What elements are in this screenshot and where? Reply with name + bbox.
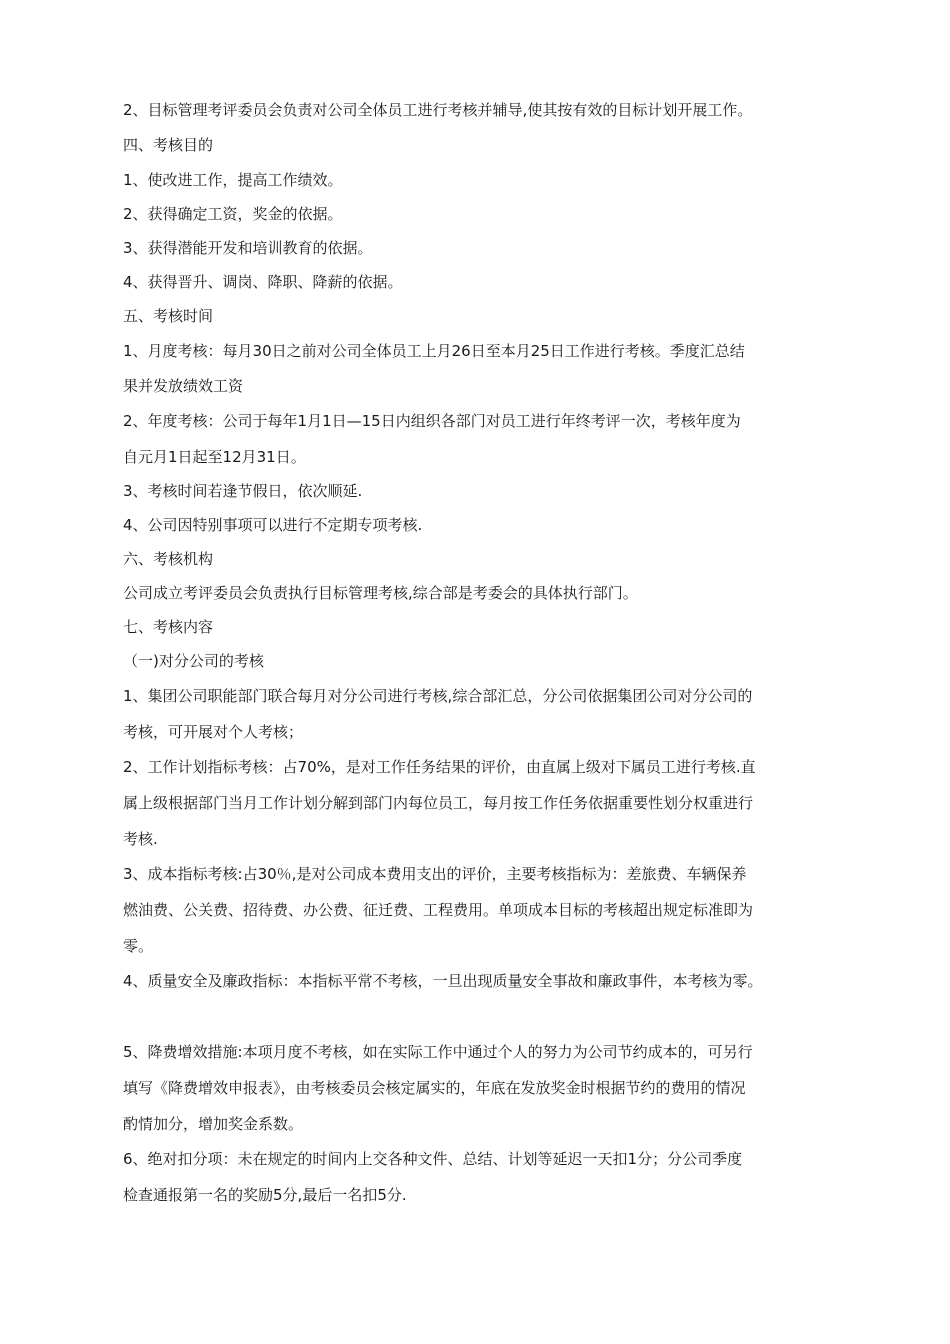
text-line: 1、使改进工作，提高工作绩效。	[123, 171, 343, 189]
text-line: 6、绝对扣分项：未在规定的时间内上交各种文件、总结、计划等延迟一天扣1分；分公司季度	[123, 1150, 743, 1168]
subsection-heading: （一)对分公司的考核	[123, 652, 264, 670]
text-line: 3、获得潜能开发和培训教育的依据。	[123, 239, 373, 257]
text-line: 果并发放绩效工资	[123, 377, 244, 395]
text-line: 检查通报第一名的奖励5分,最后一名扣5分.	[123, 1186, 407, 1204]
text-line: 3、考核时间若逢节假日，依次顺延.	[123, 482, 363, 500]
text-line: 2、工作计划指标考核：占70%，是对工作任务结果的评价，由直属上级对下属员工进行考核.直	[123, 758, 756, 776]
section-heading: 五、考核时间	[123, 307, 214, 325]
text-line: 5、降费增效措施:本项月度不考核，如在实际工作中通过个人的努力为公司节约成本的，可另行	[123, 1043, 753, 1061]
text-line: 2、获得确定工资，奖金的依据。	[123, 205, 343, 223]
text-line: 4、获得晋升、调岗、降职、降薪的依据。	[123, 273, 403, 291]
text-line: 公司成立考评委员会负责执行目标管理考核,综合部是考委会的具体执行部门。	[123, 584, 638, 602]
text-line: 2、年度考核：公司于每年1月1日—15日内组织各部门对员工进行年终考评一次，考核年度为	[123, 412, 741, 430]
text-line: 燃油费、公关费、招待费、办公费、征迁费、工程费用。单项成本目标的考核超出规定标准即为	[123, 901, 754, 919]
section-heading: 四、考核目的	[123, 136, 214, 154]
text-line: 1、月度考核：每月30日之前对公司全体员工上月26日至本月25日工作进行考核。季度汇总结	[123, 342, 745, 360]
text-line: 1、集团公司职能部门联合每月对分公司进行考核,综合部汇总，分公司依据集团公司对分公司的	[123, 687, 753, 705]
text-line: 属上级根据部门当月工作计划分解到部门内每位员工，每月按工作任务依据重要性划分权重进行	[123, 794, 754, 812]
text-line: 填写《降费增效申报表》，由考核委员会核定属实的，年底在发放奖金时根据节约的费用的情况	[123, 1079, 746, 1097]
text-line: 酌情加分，增加奖金系数。	[123, 1115, 304, 1133]
text-line: 3、成本指标考核:占30％,是对公司成本费用支出的评价，主要考核指标为：差旅费、车辆保养	[123, 865, 747, 883]
text-line: 考核，可开展对个人考核；	[123, 723, 304, 741]
section-heading: 六、考核机构	[123, 550, 214, 568]
text-line: 4、质量安全及廉政指标：本指标平常不考核，一旦出现质量安全事故和廉政事件，本考核为零。	[123, 972, 763, 990]
section-heading: 七、考核内容	[123, 618, 214, 636]
text-line: 4、公司因特别事项可以进行不定期专项考核.	[123, 516, 423, 534]
text-line: 零。	[123, 937, 154, 955]
text-line: 2、目标管理考评委员会负责对公司全体员工进行考核并辅导,使其按有效的目标计划开展工作。	[123, 101, 753, 119]
text-line: 自元月1日起至12月31日。	[123, 448, 306, 466]
text-line: 考核.	[123, 830, 158, 848]
